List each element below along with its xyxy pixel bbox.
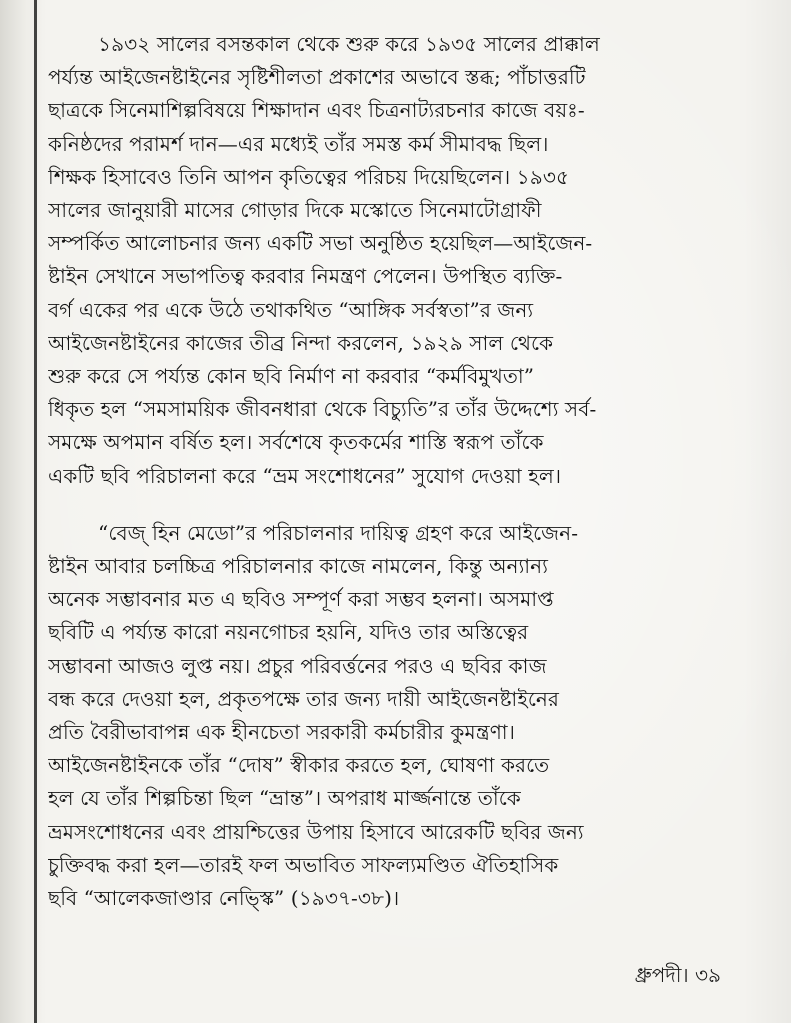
text-line: সম্ভাবনা আজও লুপ্ত নয়। প্রচুর পরিবর্ত্তনের পরও এ ছবির কাজ <box>48 653 547 678</box>
text-line: সালের জানুয়ারী মাসের গোড়ার দিকে মস্কোতে সিনেমাটোগ্রাফী <box>48 198 542 223</box>
binding-line <box>34 0 37 1023</box>
text-line: ছাত্রকে সিনেমাশিল্পবিষয়ে শিক্ষাদান এবং চিত্রনাট্যরচনার কাজে বয়ঃ- <box>48 98 585 123</box>
text-line: ছবিটি এ পর্য্যন্ত কারো নয়নগোচর হয়নি, যদিও তার অস্তিত্বের <box>48 620 529 645</box>
text-line: ছবি “আলেকজাণ্ডার নেভ্স্কি” (১৯৩৭-৩৮)। <box>48 886 400 911</box>
text-line: বন্ধ করে দেওয়া হল, প্রকৃতপক্ষে তার জন্য দায়ী আইজেনষ্টাইনের <box>48 686 560 711</box>
page-footer: ধ্রুপদী। ৩৯ <box>634 963 721 987</box>
text-line: সম্পর্কিত আলোচনার জন্য একটি সভা অনুষ্ঠিত হয়েছিল—আইজেন- <box>48 231 593 256</box>
text-line: সমক্ষে অপমান বর্ষিত হল। সর্বশেষে কৃতকর্মের শাস্তি স্বরূপ তাঁকে <box>48 430 544 455</box>
page-gutter-shadow <box>0 0 44 1023</box>
text-line: হল যে তাঁর শিল্পচিন্তা ছিল “ভ্রান্ত”। অপরাধ মার্জ্জনান্তে তাঁকে <box>48 786 521 811</box>
text-line: প্রতি বৈরীভাবাপন্ন এক হীনচেতা সরকারী কর্মচারীর কুমন্ত্রণা। <box>48 720 515 745</box>
text-line: ষ্টাইন আবার চলচ্চিত্র পরিচালনার কাজে নামলেন, কিন্তু অন্যান্য <box>48 554 548 579</box>
text-line: আইজেনষ্টাইনকে তাঁর “দোষ” স্বীকার করতে হল, ঘোষণা করতে <box>48 753 550 778</box>
text-line: ধিকৃত হল “সমসাময়িক জীবনধারা থেকে বিচ্যুতি”র তাঁর উদ্দেশ্যে সর্ব- <box>48 397 597 422</box>
text-line: অনেক সম্ভাবনার মত এ ছবিও সম্পূর্ণ করা সম্ভব হলনা। অসমাপ্ত <box>48 587 554 612</box>
text-line: বর্গ একের পর একে উঠে তথাকথিত “আঙ্গিক সর্বস্বতা”র জন্য <box>48 297 534 322</box>
text-line: পর্য্যন্ত আইজেনষ্টাইনের সৃষ্টিশীলতা প্রকাশের অভাবে স্তব্ধ; পাঁচাত্তরটি <box>48 65 586 90</box>
text-line: ভ্রমসংশোধনের এবং প্রায়শ্চিত্তের উপায় হিসাবে আরেকটি ছবির জন্য <box>48 819 584 844</box>
text-line: চুক্তিবদ্ধ করা হল—তারই ফল অভাবিত সাফল্যমণ্ডিত ঐতিহাসিক <box>48 852 559 877</box>
body-text <box>48 28 728 915</box>
paragraph-2 <box>48 517 728 915</box>
text-line: কনিষ্ঠদের পরামর্শ দান—এর মধ্যেই তাঁর সমস্ত কর্ম সীমাবদ্ধ ছিল। <box>48 131 549 156</box>
text-line: ১৯৩২ সালের বসন্তকাল থেকে শুরু করে ১৯৩৫ সালের প্রাক্কাল <box>98 32 600 56</box>
text-line: ষ্টাইন সেখানে সভাপতিত্ব করবার নিমন্ত্রণ পেলেন। উপস্থিত ব্যক্তি- <box>48 264 563 289</box>
text-line: শিক্ষক হিসাবেও তিনি আপন কৃতিত্বের পরিচয় দিয়েছিলেন। ১৯৩৫ <box>48 164 570 189</box>
paragraph-gap <box>48 493 728 517</box>
paragraph-1 <box>48 28 728 493</box>
text-line: একটি ছবি পরিচালনা করে “ভ্রম সংশোধনের” সুযোগ দেওয়া হল। <box>48 463 562 488</box>
text-line: শুরু করে সে পর্য্যন্ত কোন ছবি নির্মাণ না করবার “কর্মবিমুখতা” <box>48 364 535 389</box>
text-line: “বেজ্ হিন মেডো”র পরিচালনার দায়িত্ব গ্রহণ করে আইজেন- <box>98 520 579 545</box>
text-line: আইজেনষ্টাইনের কাজের তীব্র নিন্দা করলেন, ১৯২৯ সাল থেকে <box>48 330 554 355</box>
